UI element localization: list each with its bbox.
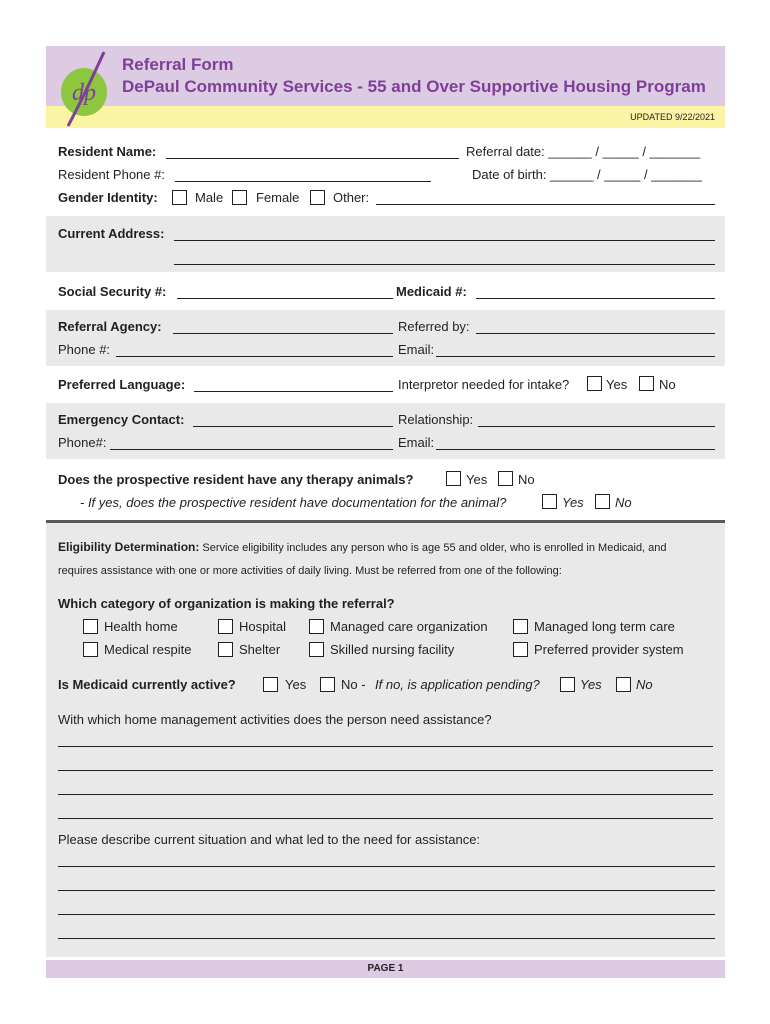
emergency-contact-field[interactable] (193, 413, 393, 427)
medicaid-active-no-label: No - (341, 677, 366, 692)
emergency-phone-label: Phone#: (58, 435, 107, 450)
pending-no-checkbox[interactable] (616, 677, 631, 692)
therapy-animals-no-label: No (518, 472, 535, 487)
category-managed-long-term-care-checkbox[interactable] (513, 619, 528, 634)
gender-other-label: Other: (333, 190, 370, 205)
category-managed-care-checkbox[interactable] (309, 619, 324, 634)
depaul-logo-icon (54, 50, 118, 128)
interpreter-yes-label: Yes (606, 377, 628, 392)
therapy-animals-question: Does the prospective resident have any therapy animals? (58, 472, 414, 487)
category-shelter-label: Shelter (239, 642, 281, 657)
agency-email-label: Email: (398, 342, 435, 357)
documentation-yes-checkbox[interactable] (542, 494, 557, 509)
gender-female-checkbox[interactable] (232, 190, 247, 205)
referred-by-label: Referred by: (398, 319, 470, 334)
referral-date-label[interactable]: Referral date: ______ / _____ / _______ (466, 144, 701, 159)
therapy-animals-yes-label: Yes (466, 472, 488, 487)
current-address-line1[interactable] (174, 227, 715, 241)
pending-yes-label: Yes (580, 677, 602, 692)
category-skilled-nursing-checkbox[interactable] (309, 642, 324, 657)
category-health-home-checkbox[interactable] (83, 619, 98, 634)
referral-agency-label: Referral Agency: (58, 319, 162, 334)
gender-other-checkbox[interactable] (310, 190, 325, 205)
interpreter-no-checkbox[interactable] (639, 376, 654, 391)
gender-identity-label: Gender Identity: (58, 190, 158, 205)
medicaid-number-field[interactable] (476, 285, 715, 299)
category-question: Which category of organization is making the referral? (58, 596, 395, 611)
date-of-birth-label[interactable]: Date of birth: ______ / _____ / _______ (472, 167, 702, 182)
interpreter-no-label: No (659, 377, 676, 392)
resident-phone-label: Resident Phone #: (58, 167, 165, 182)
gender-male-label: Male (195, 190, 224, 205)
gender-female-label: Female (256, 190, 300, 205)
medicaid-active-yes-checkbox[interactable] (263, 677, 278, 692)
gender-male-checkbox[interactable] (172, 190, 187, 205)
emergency-phone-field[interactable] (110, 436, 393, 450)
situation-line-4[interactable] (58, 925, 715, 939)
category-preferred-provider-label: Preferred provider system (534, 642, 684, 657)
agency-email-field[interactable] (436, 343, 715, 357)
eligibility-text-1: Service eligibility includes any person who is age 55 and older, who is enrolled in Medicaid, and (202, 542, 667, 554)
form-subtitle: DePaul Community Services - 55 and Over Supportive Housing Program (122, 77, 706, 96)
eligibility-paragraph-line1 (58, 539, 667, 556)
ssn-label: Social Security #: (58, 284, 167, 299)
resident-name-label: Resident Name: (58, 144, 157, 159)
eligibility-heading: Eligibility Determination: (58, 540, 200, 554)
header-yellow-band (46, 106, 725, 128)
home-management-question: With which home management activities does the person need assistance? (58, 712, 492, 727)
relationship-label: Relationship: (398, 412, 474, 427)
current-address-line2[interactable] (174, 251, 715, 265)
eligibility-text-2: requires assistance with one or more activities of daily living. Must be referred from one of the following: (58, 565, 562, 577)
emergency-email-label: Email: (398, 435, 435, 450)
logo-text: dp (72, 80, 96, 106)
referral-agency-field[interactable] (173, 320, 393, 334)
emergency-email-field[interactable] (436, 436, 715, 450)
gender-other-field[interactable] (376, 191, 715, 205)
resident-phone-field[interactable] (175, 168, 431, 182)
agency-phone-label: Phone #: (58, 342, 111, 357)
home-management-line-1[interactable] (58, 733, 713, 747)
referral-form-page (46, 46, 725, 980)
resident-name-field[interactable] (166, 145, 459, 159)
preferred-language-field[interactable] (194, 378, 393, 392)
application-pending-question: If no, is application pending? (375, 677, 540, 692)
category-medical-respite-checkbox[interactable] (83, 642, 98, 657)
pending-yes-checkbox[interactable] (560, 677, 575, 692)
page-number: PAGE 1 (367, 963, 404, 974)
relationship-field[interactable] (478, 413, 715, 427)
pending-no-label: No (636, 677, 653, 692)
page-footer (46, 960, 725, 978)
category-health-home-label: Health home (104, 619, 178, 634)
interpreter-question: Interpretor needed for intake? (398, 377, 570, 392)
situation-line-1[interactable] (58, 853, 715, 867)
home-management-line-4[interactable] (58, 805, 713, 819)
category-preferred-provider-checkbox[interactable] (513, 642, 528, 657)
preferred-language-label: Preferred Language: (58, 377, 186, 392)
category-shelter-checkbox[interactable] (218, 642, 233, 657)
updated-date: UPDATED 9/22/2021 (630, 112, 715, 122)
category-hospital-checkbox[interactable] (218, 619, 233, 634)
category-medical-respite-label: Medical respite (104, 642, 192, 657)
category-hospital-label: Hospital (239, 619, 286, 634)
emergency-contact-label: Emergency Contact: (58, 412, 185, 427)
situation-line-3[interactable] (58, 901, 715, 915)
medicaid-number-label: Medicaid #: (396, 284, 467, 299)
category-managed-long-term-care-label: Managed long term care (534, 619, 675, 634)
ssn-field[interactable] (177, 285, 393, 299)
home-management-line-3[interactable] (58, 781, 713, 795)
agency-phone-field[interactable] (116, 343, 393, 357)
animal-documentation-question: - If yes, does the prospective resident have documentation for the animal? (80, 495, 507, 510)
referred-by-field[interactable] (476, 320, 715, 334)
category-skilled-nursing-label: Skilled nursing facility (330, 642, 455, 657)
home-management-line-2[interactable] (58, 757, 713, 771)
current-address-label: Current Address: (58, 226, 165, 241)
therapy-animals-no-checkbox[interactable] (498, 471, 513, 486)
medicaid-active-yes-label: Yes (285, 677, 307, 692)
documentation-no-checkbox[interactable] (595, 494, 610, 509)
medicaid-active-question: Is Medicaid currently active? (58, 677, 236, 692)
documentation-yes-label: Yes (562, 495, 584, 510)
category-managed-care-label: Managed care organization (330, 619, 488, 634)
therapy-animals-yes-checkbox[interactable] (446, 471, 461, 486)
documentation-no-label: No (615, 495, 632, 510)
interpreter-yes-checkbox[interactable] (587, 376, 602, 391)
medicaid-active-no-checkbox[interactable] (320, 677, 335, 692)
situation-line-2[interactable] (58, 877, 715, 891)
form-title: Referral Form (122, 55, 234, 74)
situation-question: Please describe current situation and what led to the need for assistance: (58, 832, 481, 847)
